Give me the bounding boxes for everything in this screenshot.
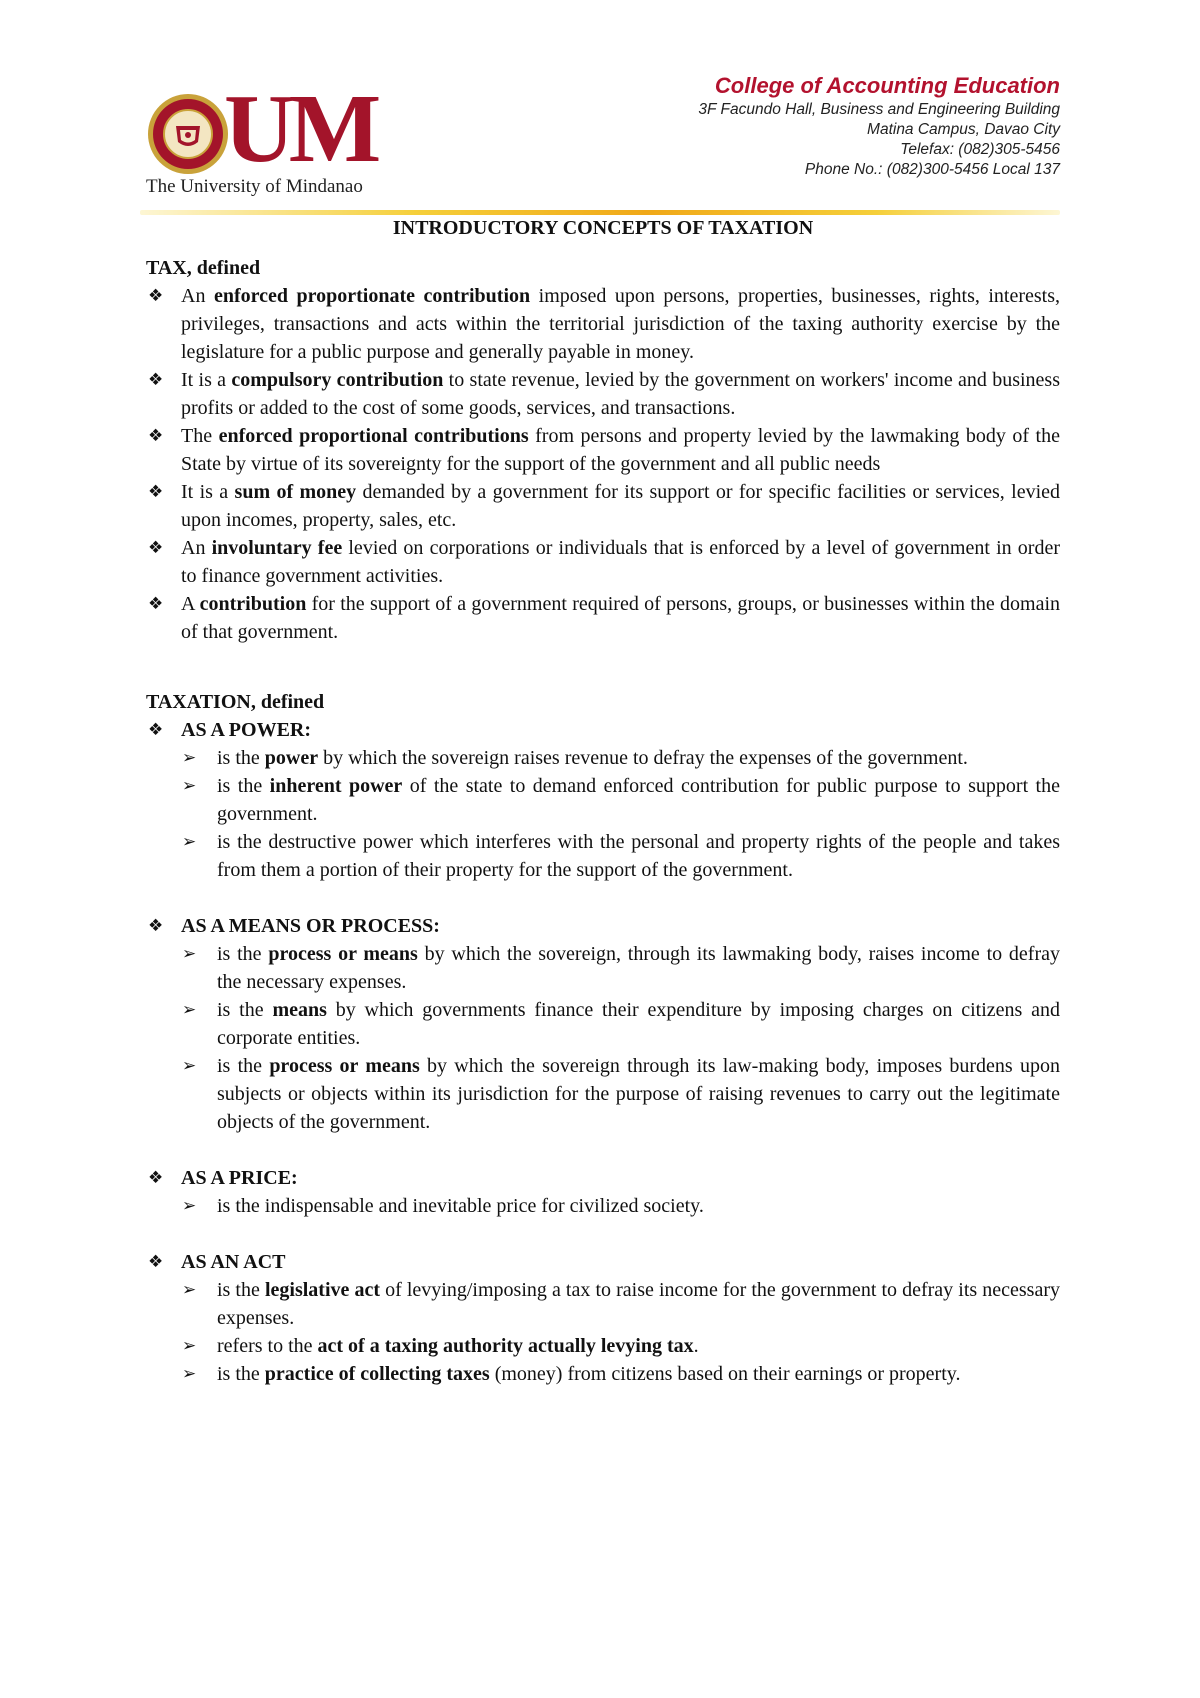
tax-heading: TAX, defined xyxy=(146,257,261,279)
address-line-1: 3F Facundo Hall, Business and Engineering Building xyxy=(698,101,1060,118)
diamond-bullet-icon: ❖ xyxy=(148,426,164,446)
list-item: ❖ An involuntary fee levied on corporations or individuals that is enforced by a level of government in order to finance government activities. xyxy=(146,534,1060,590)
arrow-bullet-icon: ➢ xyxy=(182,1000,197,1020)
taxation-heading: TAXATION, defined xyxy=(146,691,325,713)
list-item: ➢ is the process or means by which the sovereign through its law-making body, imposes burdens upon subjects or objects within its jurisdiction for the purpose of raising revenues to carry out the legitimate objects of the government. xyxy=(181,1052,1060,1136)
diamond-bullet-icon: ❖ xyxy=(148,286,164,306)
arrow-bullet-icon: ➢ xyxy=(182,1196,197,1216)
list-item: ➢ is the power by which the sovereign raises revenue to defray the expenses of the government. xyxy=(181,744,1060,772)
arrow-bullet-icon: ➢ xyxy=(182,944,197,964)
price-subheading: ❖ AS A PRICE: xyxy=(146,1164,1060,1192)
power-subheading: ❖ AS A POWER: xyxy=(146,716,1060,744)
arrow-bullet-icon: ➢ xyxy=(182,748,197,768)
act-list xyxy=(146,1276,1060,1388)
act-subheading: ❖ AS AN ACT xyxy=(146,1248,1060,1276)
list-item: ❖ It is a sum of money demanded by a government for its support or for specific facilities or services, levied upon incomes, property, sales, etc. xyxy=(146,478,1060,534)
um-logo-text: UM xyxy=(224,75,376,183)
arrow-bullet-icon: ➢ xyxy=(182,1056,197,1076)
diamond-bullet-icon: ❖ xyxy=(148,370,164,390)
diamond-bullet-icon: ❖ xyxy=(148,594,164,614)
list-item: ❖ It is a compulsory contribution to state revenue, levied by the government on workers' income and business profits or added to the cost of some goods, services, and transactions. xyxy=(146,366,1060,422)
list-item: ➢ is the indispensable and inevitable price for civilized society. xyxy=(181,1192,1060,1220)
list-item: ➢ is the destructive power which interferes with the personal and property rights of the people and takes from them a portion of their property for the support of the government. xyxy=(181,828,1060,884)
list-item: ➢ is the practice of collecting taxes (money) from citizens based on their earnings or property. xyxy=(181,1360,1060,1388)
tax-definitions-list xyxy=(146,282,1060,646)
address-line-2: Matina Campus, Davao City xyxy=(867,121,1060,138)
list-item: ➢ is the inherent power of the state to demand enforced contribution for public purpose to support the government. xyxy=(181,772,1060,828)
document-title: INTRODUCTORY CONCEPTS OF TAXATION xyxy=(392,217,814,239)
list-item: ➢ is the means by which governments finance their expenditure by imposing charges on citizens and corporate entities. xyxy=(181,996,1060,1052)
diamond-bullet-icon: ❖ xyxy=(148,538,164,558)
list-item: ❖ An enforced proportionate contribution imposed upon persons, properties, businesses, rights, interests, privileges, transactions and acts within the territorial jurisdiction of the taxing authority exercise by the legislature for a public purpose and generally payable in money. xyxy=(146,282,1060,366)
university-seal-icon xyxy=(146,92,230,176)
arrow-bullet-icon: ➢ xyxy=(182,1336,197,1356)
diamond-bullet-icon: ❖ xyxy=(148,916,164,936)
arrow-bullet-icon: ➢ xyxy=(182,1280,197,1300)
document-body xyxy=(146,214,1060,1388)
diamond-bullet-icon: ❖ xyxy=(148,720,164,740)
letterhead xyxy=(0,0,1200,225)
list-item: ❖ A contribution for the support of a government required of persons, groups, or businesses within the domain of that government. xyxy=(146,590,1060,646)
diamond-bullet-icon: ❖ xyxy=(148,1252,164,1272)
phone-number: Phone No.: (082)300-5456 Local 137 xyxy=(804,161,1060,178)
university-logo xyxy=(146,75,426,202)
diamond-bullet-icon: ❖ xyxy=(148,482,164,502)
list-item: ➢ is the legislative act of levying/imposing a tax to raise income for the government to defray its necessary expenses. xyxy=(181,1276,1060,1332)
arrow-bullet-icon: ➢ xyxy=(182,832,197,852)
power-list xyxy=(146,744,1060,884)
list-item: ➢ refers to the act of a taxing authority actually levying tax. xyxy=(181,1332,1060,1360)
process-list xyxy=(146,940,1060,1136)
list-item: ➢ is the process or means by which the sovereign, through its lawmaking body, raises income to defray the necessary expenses. xyxy=(181,940,1060,996)
list-item: ❖ The enforced proportional contributions from persons and property levied by the lawmaking body of the State by virtue of its sovereignty for the support of the government and all public needs xyxy=(146,422,1060,478)
arrow-bullet-icon: ➢ xyxy=(182,1364,197,1384)
college-contact-block xyxy=(698,72,1060,180)
telefax: Telefax: (082)305-5456 xyxy=(900,141,1060,158)
college-name: College of Accounting Education xyxy=(714,73,1060,98)
university-name: The University of Mindanao xyxy=(146,176,363,197)
process-subheading: ❖ AS A MEANS OR PROCESS: xyxy=(146,912,1060,940)
price-list xyxy=(146,1192,1060,1220)
diamond-bullet-icon: ❖ xyxy=(148,1168,164,1188)
arrow-bullet-icon: ➢ xyxy=(182,776,197,796)
